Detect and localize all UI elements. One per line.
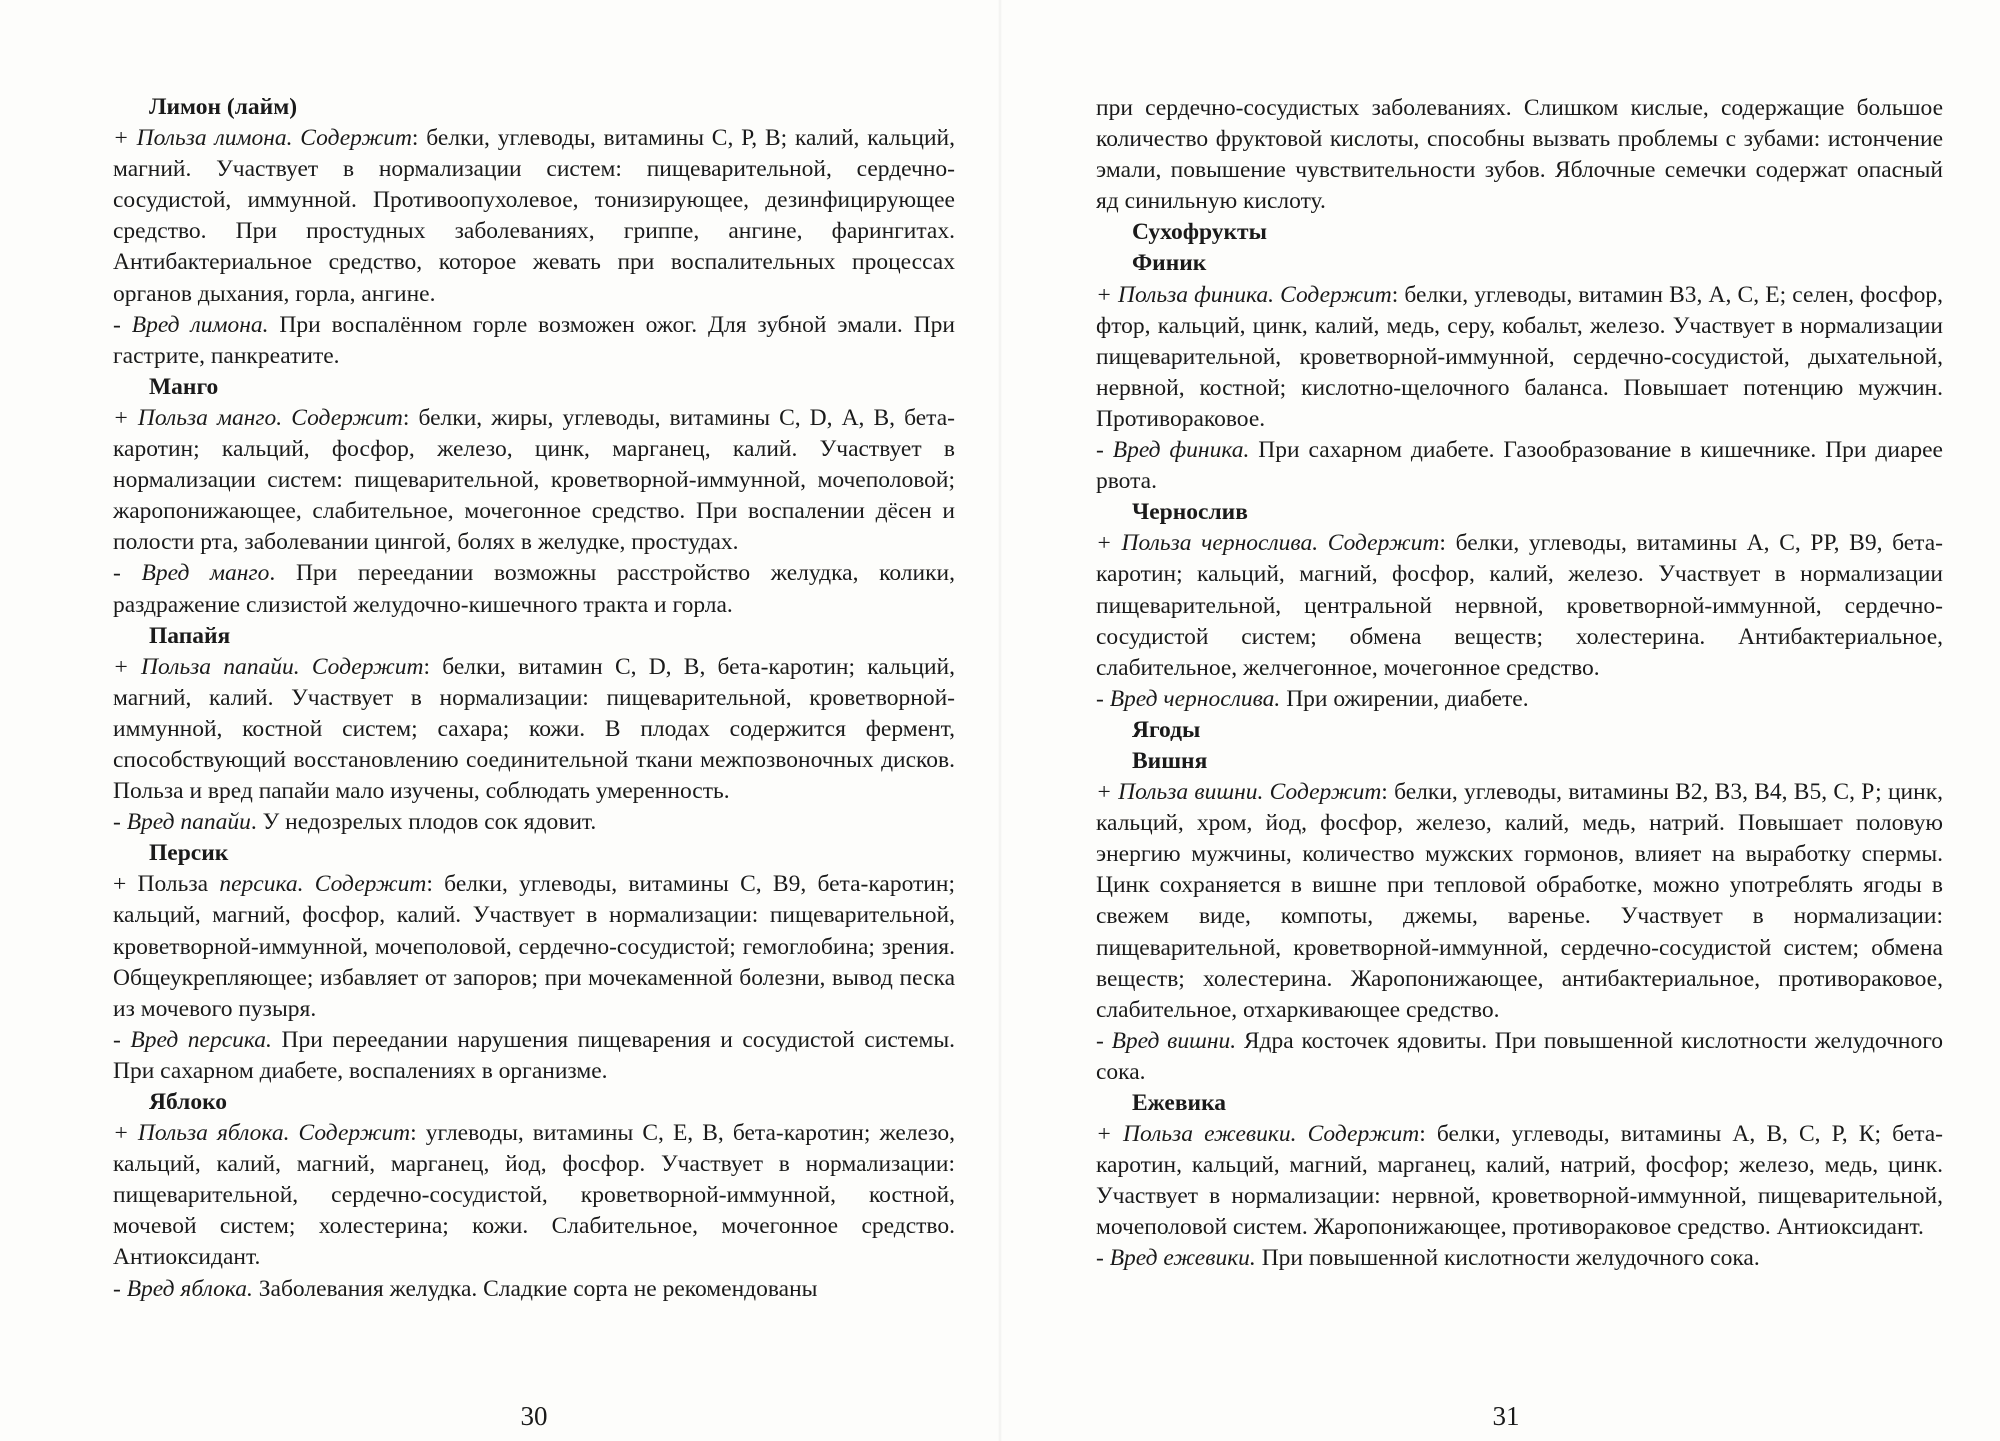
paragraph-lead: - Вред персика. [113,1026,272,1053]
right-page-text [1096,93,1943,1275]
paragraph-lead: - Вред чернослива. [1096,685,1281,712]
left-page-text [113,92,955,1305]
paragraph-text: при сердечно-сосудистых заболеваниях. Слишком кислые, содержащие большое количество фруктовой кислоты, способны вызвать проблемы с зубами: истончение эмали, повышение чувствительности зубов. Яблочные семечки содержат опасный яд синильную кислоту. [1096,95,1943,215]
paragraph-lead: + Польза манго. Содержит [113,404,403,431]
paragraph-lead: + Польза лимона. Содержит [113,125,412,152]
paragraph-text: При переедании нарушения пищеварения и сосудистой системы. При сахарном диабете, воспалениях в организме. [113,1026,955,1084]
section-heading: Лимон (лайм) [149,94,298,120]
page-number: 31 [1492,1401,1520,1431]
paragraph-text: : белки, углеводы, витамины В2, В3, В4, В5, С, Р; цинк, кальций, хром, йод, фосфор, железо, калий, медь, натрий. Повышает половую энергию мужчины, количество мужских гормонов, влияет на выработку спермы. Цинк сохраняется в вишне при тепловой обработке, можно употреблять ягоды в свежем виде, компоты, джемы, варенье. Участвует в нормализации: пищеварительной, кроветворной-иммунной, сердечно-сосудистой систем; обмена веществ; холестерина. Жаропонижающее, антибактериальное, противораковое, слабительное, отхаркивающее средство. [1096,779,1943,1023]
paragraph-lead: + Польза чернослива. Содержит [1096,530,1440,557]
section-heading: Ягоды [1132,716,1201,743]
section-heading: Чернослив [1132,499,1248,526]
paragraph-text: Заболевания желудка. Сладкие сорта не рекомендованы [252,1275,818,1302]
paragraph-text: При воспалённом горле возможен ожог. Для зубной эмали. При гастрите, панкреатите. [113,311,955,369]
paragraph [1096,684,1943,715]
paragraph-lead: + Польза вишни. Содержит [1096,779,1382,806]
paragraph-text: . У недозрелых плодов сок ядовит. [250,809,597,836]
paragraph-text: : белки, углеводы, витамины А, С, РР, В9, бета-каротин; кальций, магний, фосфор, калий, железо. Участвует в нормализации пищеварительной, центральной нервной, кроветворной-иммунной, сердечно-сосудистой систем; обмена веществ; холестерина. Антибактериальное, слабительное, желчегонное, мочегонное средство. [1096,530,1943,681]
paragraph [113,1274,955,1305]
paragraph [1096,1119,1943,1243]
section-heading: Манго [149,373,219,400]
paragraph-lead: + Польза папайи. Содержит [113,653,424,680]
section-heading: Сухофрукты [1132,219,1267,246]
paragraph-text: : белки, жиры, углеводы, витамины С, D, А, В, бета-каротин; кальций, фосфор, железо, цинк, марганец, калий. Участвует в нормализации систем: пищеварительной, кроветворной-иммунной, мочеполовой; жаропонижающее, слабительное, мочегонное средство. При воспалении дёсен и полости рта, заболевании цингой, болях в желудке, простудах. [113,404,955,556]
paragraph-lead: + Польза яблока. Содержит [113,1120,411,1147]
paragraph-text: : белки, углеводы, витамины А, В, С, Р, К; бета-каротин, кальций, магний, марганец, калий, натрий, фосфор; железо, медь, цинк. Участвует в нормализации: нервной, кроветворной-иммунной, пищеварительной, мочеполовой систем. Жаропонижающее, противораковое средство. Антиоксидант. [1096,1121,1944,1241]
paragraph-lead: персика. Содержит [208,871,427,898]
paragraph [113,558,955,620]
paragraph [1096,93,1943,217]
paragraph-text: При сахарном диабете. Газообразование в кишечнике. При диарее рвота. [1096,437,1943,495]
paragraph-lead: - Вред финика. [1096,437,1250,464]
paragraph-text: : белки, витамин С, D, В, бета-каротин; кальций, магний, калий. Участвует в нормализации: пищеварительной, кроветворной-иммунной, костной систем; сахара; кожи. В плодах содержится фермент, способствующий восстановлению соединительной ткани межпозвоночных дисков. Польза и вред папайи мало изучены, соблюдать умеренность. [113,653,955,805]
paragraph-text: : белки, углеводы, витамины С, В9, бета-каротин; кальций, магний, фосфор, калий. Участвует в нормализации: пищеварительной, кроветворной-иммунной, мочеполовой, сердечно-сосудистой; гемоглобина; зрения. Общеукрепляющее; избавляет от запоров; при мочекаменной болезни, вывод песка из мочевого пузыря. [113,871,955,1022]
section-heading: Яблоко [149,1089,228,1115]
paragraph-text: . При переедании возможны расстройство желудка, колики, раздражение слизистой желудочно-кишечного тракта и горла. [113,560,955,618]
paragraph [113,403,955,558]
paragraph [113,1118,955,1273]
paragraph [113,310,955,372]
page-number: 30 [520,1401,548,1431]
paragraph-lead: - Вред ежевики. [1096,1245,1256,1272]
paragraph [113,807,955,838]
section-heading: Персик [149,840,229,867]
paragraph-text: Ядра косточек ядовиты. При повышенной кислотности желудочного сока. [1096,1027,1944,1085]
paragraph [113,1025,955,1087]
paragraph [1096,1026,1943,1088]
paragraph [1096,528,1943,683]
paragraph [1096,435,1943,497]
paragraph-lead-plain: + Польза [113,871,209,898]
paragraph [1096,777,1943,1026]
paragraph [113,123,955,310]
paragraph-text: : белки, углеводы, витамины С, Р, В; калий, кальций, магний. Участвует в нормализации систем: пищеварительной, сердечно-сосудистой, иммунной. Противоопухолевое, тонизирующее, дезинфицирующее средство. При простудных заболеваниях, гриппе, ангине, фарингитах. Антибактериальное средство, которое жевать при воспалительных процессах органов дыхания, горла, ангине. [113,125,955,307]
paragraph [1096,1243,1943,1274]
paragraph-text: При ожирении, диабете. [1280,685,1529,712]
paragraph-lead: - Вред папайи [113,809,251,836]
paragraph [1096,280,1943,435]
paragraph-lead: + Польза финика. Содержит [1096,281,1392,308]
section-heading: Папайя [149,622,231,649]
right-page [1000,0,2000,1441]
section-heading: Вишня [1132,747,1208,774]
paragraph-lead: - Вред лимона. [113,311,269,338]
paragraph-text: : белки, углеводы, витамин В3, А, С, Е; селен, фосфор, фтор, кальций, цинк, калий, медь, серу, кобальт, железо. Участвует в нормализации пищеварительной, кроветворной-иммунной, сердечно-сосудистой, дыхательной, нервной, костной; кислотно-щелочного баланса. Повышает потенцию мужчин. Противораковое. [1096,281,1943,432]
paragraph-text: При повышенной кислотности желудочного сока. [1255,1245,1760,1272]
paragraph [113,652,955,807]
paragraph-lead: - Вред вишни. [1096,1027,1237,1054]
paragraph [113,869,955,1024]
paragraph-lead: - Вред яблока. [113,1275,253,1302]
paragraph-lead: - Вред манго [113,560,270,587]
paragraph-lead: + Польза ежевики. Содержит [1096,1121,1420,1148]
section-heading: Финик [1132,250,1207,277]
paragraph-text: : углеводы, витамины С, Е, В, бета-каротин; железо, кальций, калий, магний, марганец, йод, фосфор. Участвует в нормализации: пищеварительной, сердечно-сосудистой, кроветворной-иммунной, костной, мочевой систем; холестерина; кожи. Слабительное, мочегонное средство. Антиоксидант. [113,1120,956,1271]
section-heading: Ежевика [1132,1090,1226,1116]
